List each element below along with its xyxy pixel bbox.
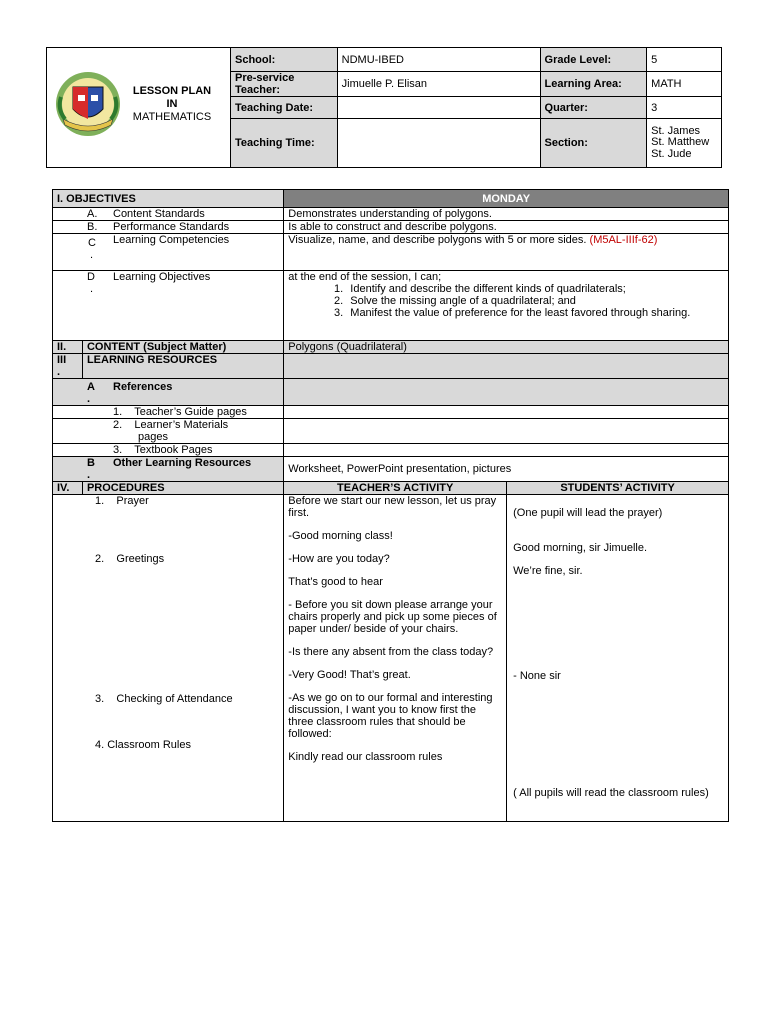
student-activity-header: STUDENTS’ ACTIVITY	[507, 482, 729, 495]
other-resources-value: Worksheet, PowerPoint presentation, pictures	[284, 457, 729, 482]
learners-materials-label: 2. Learner’s Materials pages	[53, 419, 284, 444]
learners-materials-row	[53, 419, 729, 444]
objectives-header-row	[53, 190, 729, 208]
procedures-header-row	[53, 482, 729, 495]
other-resources-letter: B	[87, 457, 95, 469]
teacher-line: -As we go on to our formal and interesting discussion, I want you to know first the three classroom rules that should be followed:	[288, 692, 493, 740]
teacher-line: Before we start our new lesson, let us pray first.	[288, 495, 497, 519]
teacher-label: Pre-service Teacher:	[231, 72, 338, 97]
content-standards-value: Demonstrates understanding of polygons.	[284, 208, 729, 221]
textbook-pages-label: 3. Textbook Pages	[53, 444, 284, 457]
teacher-line: - Before you sit down please arrange your chairs properly and pick up some pieces of paper under/ beside of your chairs.	[288, 599, 497, 635]
other-resources-label: Other Learning Resources	[113, 457, 252, 469]
performance-standards-row	[53, 221, 729, 234]
learning-resources-row: III . LEARNING RESOURCES	[53, 354, 729, 379]
content-standards-label: Content Standards	[113, 208, 205, 220]
day-label: MONDAY	[284, 190, 729, 208]
student-line: We’re fine, sir.	[513, 565, 583, 577]
content-row	[53, 341, 729, 354]
objectives-list	[288, 283, 724, 319]
performance-standards-label: Performance Standards	[113, 221, 230, 233]
objectives-label-d: Learning Objectives	[113, 271, 211, 283]
student-line: (One pupil will lead the prayer)	[513, 507, 663, 519]
lesson-plan-title: LESSON PLAN IN MATHEMATICS	[132, 85, 212, 123]
content-number: II.	[53, 341, 83, 354]
school-seal-logo	[53, 69, 123, 139]
learning-objectives-row: D . Learning Objectives at the end of the session, I can; 1. Identify and describe the different kinds of quadrilaterals; 2. Solve the missing angle of a quadrilateral; and 3. Manifest the value of preference for the least favored through sharing.	[53, 271, 729, 341]
objective-item: 2. Solve the missing angle of a quadrilateral; and	[346, 295, 724, 307]
procedure-classroom-rules: 4. Classroom Rules	[95, 739, 191, 751]
student-line: ( All pupils will read the classroom rules)	[513, 787, 709, 799]
student-line: - None sir	[513, 670, 561, 682]
teacher-line: -Very Good! That’s great.	[288, 669, 411, 681]
resources-number: III	[57, 354, 67, 366]
competencies-letter: C	[88, 237, 96, 249]
procedures-body-row	[53, 495, 729, 822]
teachers-guide-label: 1. Teacher’s Guide pages	[53, 406, 284, 419]
procedures-number: IV.	[53, 482, 83, 495]
teachers-guide-row	[53, 406, 729, 419]
teacher-line: -How are you today?	[288, 553, 390, 565]
time-value	[337, 119, 540, 168]
content-label: CONTENT (Subject Matter)	[82, 341, 283, 354]
section-value: St. James St. Matthew St. Jude	[647, 119, 722, 168]
procedure-attendance: 3. Checking of Attendance	[95, 693, 233, 705]
procedure-greetings: 2. Greetings	[95, 553, 165, 565]
grade-label: Grade Level:	[540, 48, 647, 72]
competencies-label: Learning Competencies	[113, 234, 230, 246]
section-label: Section:	[540, 119, 647, 168]
resources-label: LEARNING RESOURCES	[82, 354, 283, 379]
student-line: Good morning, sir Jimuelle.	[513, 542, 648, 554]
lesson-plan-table	[52, 189, 729, 822]
competencies-value: Visualize, name, and describe polygons with 5 or more sides. (M5AL-IIIf-62)	[284, 234, 729, 271]
competency-code: (M5AL-IIIf-62)	[589, 234, 658, 246]
procedures-label: PROCEDURES	[82, 482, 283, 495]
objective-item: 1. Identify and describe the different kinds of quadrilaterals;	[346, 283, 724, 295]
time-label: Teaching Time:	[231, 119, 338, 168]
objective-item: 3. Manifest the value of preference for the least favored through sharing.	[346, 307, 710, 319]
procedure-prayer: 1. Prayer	[95, 495, 149, 507]
learning-competencies-row: C . Learning Competencies Visualize, name, and describe polygons with 5 or more sides. (M5AL-IIIf-62)	[53, 234, 729, 271]
area-value: MATH	[647, 72, 722, 97]
performance-standards-letter: B.	[87, 221, 98, 233]
references-row: A . References	[53, 379, 729, 406]
logo-cell	[47, 48, 231, 168]
school-value: NDMU-IBED	[337, 48, 540, 72]
teacher-line: -Is there any absent from the class today?	[288, 646, 494, 658]
teacher-value: Jimuelle P. Elisan	[337, 72, 540, 97]
teacher-line: Kindly read our classroom rules	[288, 751, 443, 763]
grade-value: 5	[647, 48, 722, 72]
date-value	[337, 97, 540, 119]
content-value: Polygons (Quadrilateral)	[284, 341, 729, 354]
date-label: Teaching Date:	[231, 97, 338, 119]
performance-standards-value: Is able to construct and describe polygons.	[284, 221, 729, 234]
references-letter: A	[87, 381, 95, 393]
quarter-label: Quarter:	[540, 97, 647, 119]
content-standards-row	[53, 208, 729, 221]
teacher-line: -Good morning class!	[288, 530, 393, 542]
teacher-line: That’s good to hear	[288, 576, 383, 588]
other-resources-row: B . Other Learning Resources Worksheet, PowerPoint presentation, pictures	[53, 457, 729, 482]
content-standards-letter: A.	[87, 208, 98, 220]
teacher-activity-column	[284, 495, 507, 822]
teacher-activity-header: TEACHER’S ACTIVITY	[284, 482, 507, 495]
school-label: School:	[231, 48, 338, 72]
header-table	[46, 47, 722, 168]
references-label: References	[113, 381, 173, 393]
area-label: Learning Area:	[540, 72, 647, 97]
objectives-label: I. OBJECTIVES	[53, 190, 284, 208]
learning-objectives-value: at the end of the session, I can; 1. Identify and describe the different kinds of quadrilaterals; 2. Solve the missing angle of a quadrilateral; and 3. Manifest the value of preference for the least favored through sharing.	[284, 271, 729, 341]
quarter-value: 3	[647, 97, 722, 119]
textbook-pages-row	[53, 444, 729, 457]
objectives-letter: D	[87, 271, 95, 283]
